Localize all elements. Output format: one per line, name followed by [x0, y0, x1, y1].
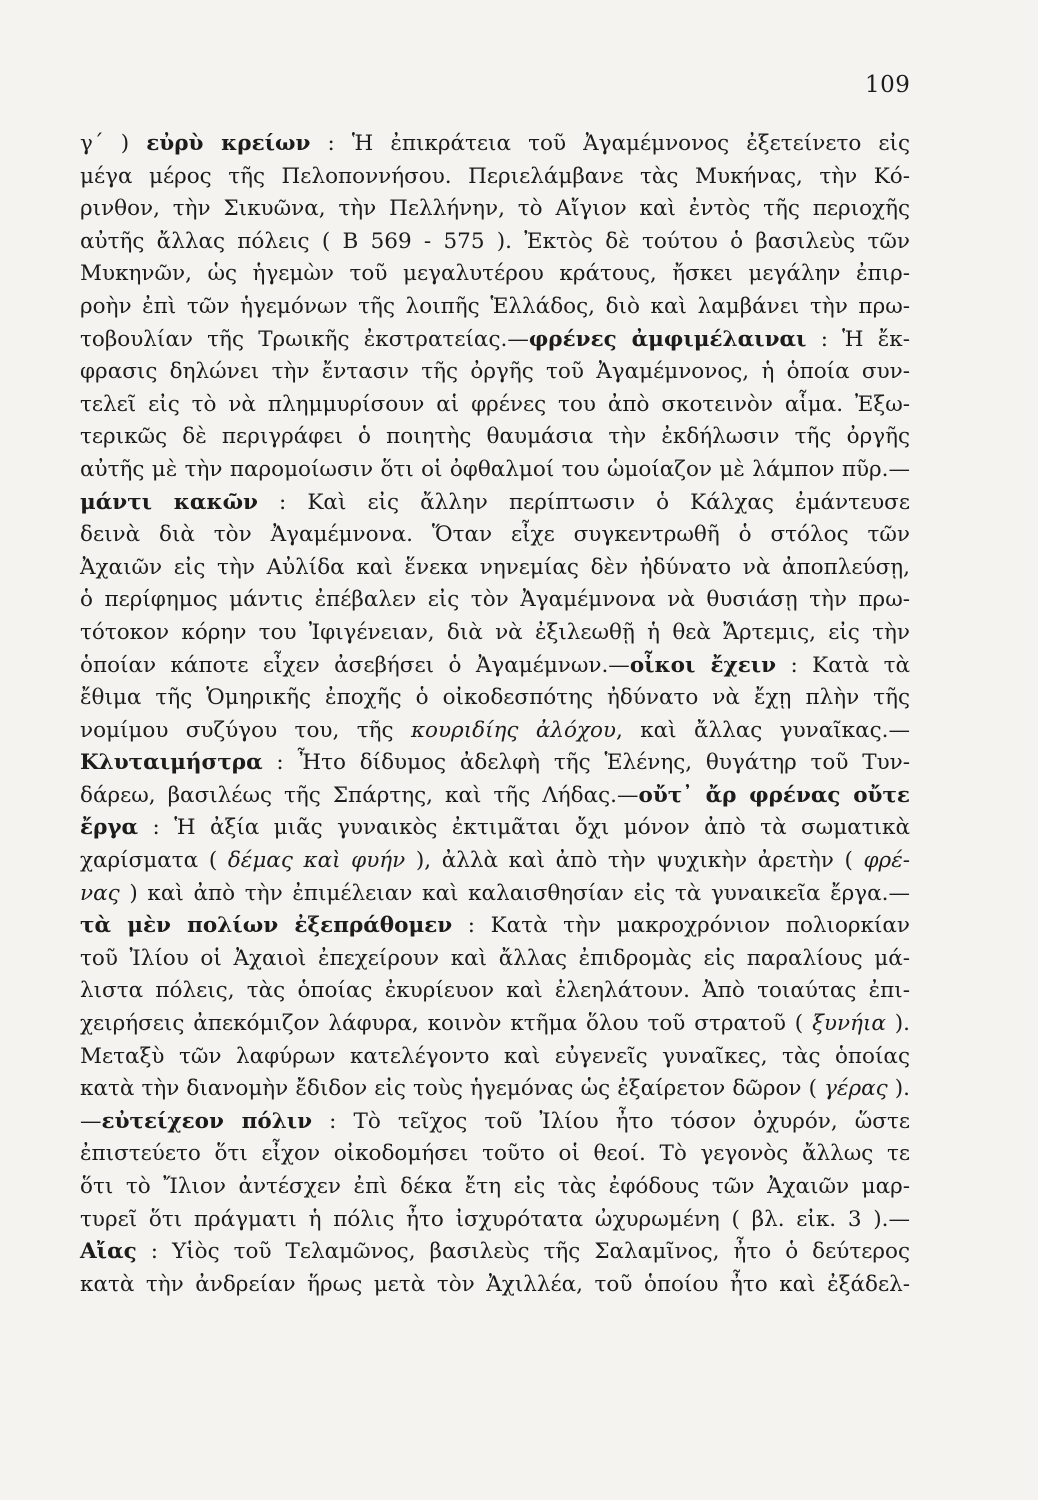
text-segment: , καὶ ἄλλας γυναῖκας.—: [615, 717, 911, 743]
text-line: [80, 389, 910, 422]
lemma-term: ἔργα: [80, 815, 139, 841]
text-line: [80, 845, 910, 878]
text-segment: Μυκηνῶν, ὡς ἡγεμὼν τοῦ μεγαλυτέρου κράτους, ἤσκει μεγάλην ἐπιρ-: [80, 261, 910, 287]
text-line: [80, 617, 910, 650]
text-segment: : Κατὰ τὰ: [776, 652, 910, 678]
quoted-greek: δέμας καὶ φυήν: [227, 848, 406, 874]
text-line: [80, 356, 910, 389]
text-segment: Ἀχαιῶν εἰς τὴν Αὐλίδα καὶ ἕνεκα νηνεμίας δὲν ἠδύνατο νὰ ἀποπλεύσῃ,: [80, 554, 910, 580]
text-line: [80, 1171, 910, 1204]
text-segment: χαρίσματα (: [80, 848, 228, 874]
text-line: [80, 226, 910, 259]
lemma-term: φρένες ἀμφιμέλαιναι: [528, 326, 807, 352]
text-segment: δάρεω, βασιλέως τῆς Σπάρτης, καὶ τῆς Λήδας.—: [80, 782, 639, 808]
text-segment: τελεῖ εἰς τὸ νὰ πλημμυρίσουν αἱ φρένες του ἀπὸ σκοτεινὸν αἷμα. Ἐξω-: [80, 391, 910, 417]
text-line: [80, 324, 910, 357]
text-line: [80, 161, 910, 194]
lemma-term: εὐτείχεον πόλιν: [101, 1108, 313, 1134]
text-segment: ) καὶ ἀπὸ τὴν ἐπιμέλειαν καὶ καλαισθησίαν εἰς τὰ γυναικεῖα ἔργα.—: [119, 880, 910, 906]
text-line: [80, 421, 910, 454]
text-line: [80, 650, 910, 683]
text-line: [80, 1204, 910, 1237]
text-segment: δεινὰ διὰ τὸν Ἀγαμέμνονα. Ὅταν εἶχε συγκεντρωθῆ ὁ στόλος τῶν: [80, 522, 910, 548]
text-segment: τερικῶς δὲ περιγράφει ὁ ποιητὴς θαυμάσια τὴν ἐκδήλωσιν τῆς ὀργῆς: [80, 424, 910, 450]
lemma-term: Κλυταιμήστρα: [80, 750, 263, 776]
text-line: [80, 487, 910, 520]
text-segment: : Τὸ τεῖχος τοῦ Ἰλίου ἦτο τόσον ὀχυρόν, ὥστε: [312, 1108, 911, 1134]
quoted-greek: κουριδίης ἀλόχου: [410, 717, 616, 743]
text-segment: χειρήσεις ἀπεκόμιζον λάφυρα, κοινὸν κτῆμα ὅλου τοῦ στρατοῦ (: [80, 1011, 813, 1037]
text-segment: : Ἡ ἐπικράτεια τοῦ Ἀγαμέμνονος ἐξετείνετο εἰς: [310, 131, 911, 156]
text-segment: τοῦ Ἰλίου οἱ Ἀχαιοὶ ἐπεχείρουν καὶ ἄλλας ἐπιδρομὰς εἰς παραλίους μά-: [80, 945, 910, 971]
text-segment: λιστα πόλεις, τὰς ὁποίας ἐκυρίευον καὶ ἐλεηλάτουν. Ἀπὸ τοιαύτας ἐπι-: [80, 978, 910, 1004]
lemma-term: Αἴας: [80, 1239, 137, 1265]
text-line: [80, 878, 910, 911]
quoted-greek: νας: [80, 880, 120, 906]
text-segment: ὅτι τὸ Ἴλιον ἀντέσχεν ἐπὶ δέκα ἔτη εἰς τὰς ἐφόδους τῶν Ἀχαιῶν μαρ-: [80, 1174, 910, 1199]
text-line: [80, 1073, 910, 1106]
text-segment: ).: [885, 1011, 911, 1037]
lemma-term: εὐρὺ κρείων: [146, 131, 311, 156]
text-line: [80, 291, 910, 324]
text-line: [80, 715, 910, 748]
text-segment: ὁποίαν κάποτε εἶχεν ἀσεβήσει ὁ Ἀγαμέμνων.—: [80, 652, 630, 678]
text-line: [80, 975, 910, 1008]
lemma-term: οὔτ᾿ ἄρ φρένας οὔτε: [638, 782, 910, 808]
page-number: 109: [865, 72, 911, 98]
text-segment: ἐπιστεύετο ὅτι εἶχον οἰκοδομήσει τοῦτο οἱ θεοί. Τὸ γεγονὸς ἄλλως τε: [80, 1141, 910, 1167]
text-line: [80, 1269, 910, 1302]
text-segment: μέγα μέρος τῆς Πελοποννήσου. Περιελάμβανε τὰς Μυκήνας, τὴν Κό-: [80, 163, 910, 189]
text-line: [80, 910, 910, 943]
commentary-text: [80, 128, 910, 1301]
lemma-term: οἶκοι ἔχειν: [629, 652, 777, 678]
text-segment: τυρεῖ ὅτι πράγματι ἡ πόλις ἦτο ἰσχυρότατα ὠχυρωμένη ( βλ. εἰκ. 3 ).—: [80, 1206, 910, 1232]
quoted-greek: φρέ-: [863, 848, 910, 874]
text-line: [80, 943, 910, 976]
text-segment: ροὴν ἐπὶ τῶν ἡγεμόνων τῆς λοιπῆς Ἑλλάδος, διὸ καὶ λαμβάνει τὴν πρω-: [80, 293, 910, 319]
text-segment: κατὰ τὴν διανομὴν ἔδιδον εἰς τοὺς ἡγεμόνας ὡς ἐξαίρετον δῶρον (: [80, 1076, 825, 1102]
text-segment: κατὰ τὴν ἀνδρείαν ἥρως μετὰ τὸν Ἀχιλλέα, τοῦ ὁποίου ἦτο καὶ ἐξάδελ-: [80, 1271, 910, 1297]
text-line: [80, 454, 910, 487]
text-segment: αὐτῆς μὲ τὴν παρομοίωσιν ὅτι οἱ ὀφθαλμοί του ὡμοίαζον μὲ λάμπον πῦρ.—: [80, 456, 910, 482]
text-segment: ρινθον, τὴν Σικυῶνα, τὴν Πελλήνην, τὸ Αἴγιον καὶ ἐντὸς τῆς περιοχῆς: [80, 196, 910, 222]
text-segment: αὐτῆς ἄλλας πόλεις ( Β 569 - 575 ). Ἐκτὸς δὲ τούτου ὁ βασιλεὺς τῶν: [80, 228, 910, 254]
text-segment: : Υἱὸς τοῦ Τελαμῶνος, βασιλεὺς τῆς Σαλαμῖνος, ἦτο ὁ δεύτερος: [136, 1239, 910, 1265]
text-segment: τότοκον κόρην του Ἰφιγένειαν, διὰ νὰ ἐξιλεωθῇ ἡ θεὰ Ἄρτεμις, εἰς τὴν: [80, 619, 910, 645]
text-line: [80, 552, 910, 585]
text-line: [80, 1236, 910, 1269]
text-line: [80, 812, 910, 845]
text-line: [80, 1138, 910, 1171]
text-segment: : Κατὰ τὴν μακροχρόνιον πολιορκίαν: [452, 913, 910, 939]
text-segment: : Καὶ εἰς ἄλλην περίπτωσιν ὁ Κάλχας ἐμάντευσε: [257, 489, 911, 515]
text-segment: ἔθιμα τῆς Ὁμηρικῆς ἐποχῆς ὁ οἰκοδεσπότης ἠδύνατο νὰ ἔχῃ πλὴν τῆς: [80, 685, 910, 711]
lemma-term: τὰ μὲν πολίων ἐξεπράθομεν: [80, 913, 453, 939]
text-segment: : Ἡ ἔκ-: [806, 326, 910, 352]
text-line: [80, 682, 910, 715]
text-segment: τοβουλίαν τῆς Τρωικῆς ἐκστρατείας.—: [80, 326, 529, 352]
text-segment: νομίμου συζύγου του, τῆς: [80, 717, 411, 743]
text-segment: ὁ περίφημος μάντις ἐπέβαλεν εἰς τὸν Ἀγαμέμνονα νὰ θυσιάσῃ τὴν πρω-: [80, 587, 910, 613]
text-segment: Μεταξὺ τῶν λαφύρων κατελέγοντο καὶ εὐγενεῖς γυναῖκες, τὰς ὁποίας: [80, 1043, 910, 1069]
text-segment: ).: [887, 1076, 910, 1102]
text-line: [80, 780, 910, 813]
text-line: [80, 1106, 910, 1139]
text-segment: : Ἡ ἀξία μιᾶς γυναικὸς ἐκτιμᾶται ὄχι μόνον ἀπὸ τὰ σωματικὰ: [138, 815, 910, 841]
text-segment: : Ἦτο δίδυμος ἀδελφὴ τῆς Ἑλένης, θυγάτηρ τοῦ Τυν-: [262, 750, 910, 776]
text-segment: φρασις δηλώνει τὴν ἔντασιν τῆς ὀργῆς τοῦ Ἀγαμέμνονος, ἡ ὁποία συν-: [80, 359, 910, 385]
text-line: [80, 1041, 910, 1074]
lemma-term: μάντι κακῶν: [80, 489, 258, 515]
text-line: [80, 747, 910, 780]
text-line: [80, 519, 910, 552]
text-line: [80, 258, 910, 291]
quoted-greek: ξυνήια: [812, 1011, 886, 1037]
text-line: [80, 128, 910, 161]
text-segment: γ΄ ): [80, 131, 147, 156]
text-line: [80, 584, 910, 617]
quoted-greek: γέρας: [824, 1076, 888, 1102]
text-line: [80, 193, 910, 226]
text-line: [80, 1008, 910, 1041]
text-segment: —: [80, 1108, 102, 1134]
text-segment: ), ἀλλὰ καὶ ἀπὸ τὴν ψυχικὴν ἀρετὴν (: [405, 848, 864, 874]
